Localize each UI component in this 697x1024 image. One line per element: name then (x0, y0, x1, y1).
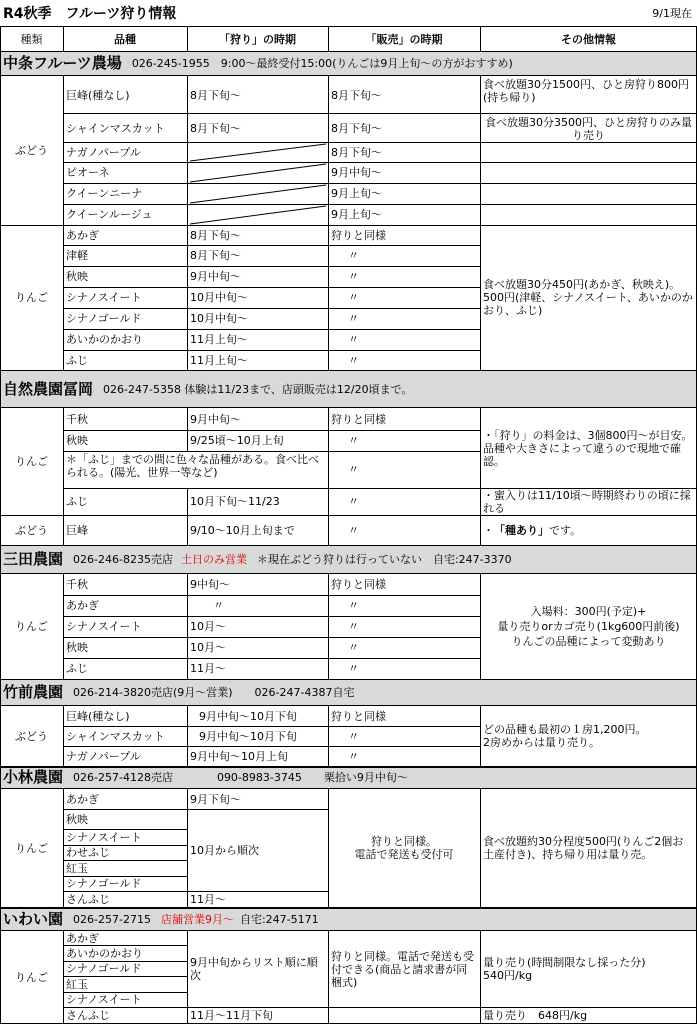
farm-name: 中条フルーツ農場 (3, 54, 122, 72)
variety: ピオーネ (66, 166, 110, 179)
pick-period: 9/25頃～10月上旬 (190, 434, 284, 447)
farm-header (0, 52, 697, 75)
variety: あかぎ (66, 792, 99, 806)
pick-period: 9/10～10月上旬まで (190, 523, 295, 537)
other-info (480, 515, 697, 545)
variety: 千秋 (66, 578, 88, 591)
variety: 秋映 (66, 812, 88, 826)
sale-period: 〃 (348, 599, 359, 612)
note-tail: です。 (549, 523, 582, 537)
header-variety: 品種 (114, 32, 136, 46)
farm-extra-note: 自宅:247-5171 (239, 912, 319, 926)
pick-period: 〃 (213, 599, 224, 612)
other-info: 食べ放題30分3500円、ひと房狩りのみ量り売り (485, 116, 692, 142)
farm-header (0, 371, 697, 407)
variety: さんふじ (66, 892, 110, 906)
farm-name: いわい園 (3, 909, 64, 928)
pick-period: 8月下旬～ (190, 88, 241, 102)
variety: 紅玉 (66, 977, 88, 991)
sale-period: 〃 (348, 270, 359, 283)
variety: シナノゴールド (66, 312, 142, 325)
sale-period: 〃 (348, 620, 359, 633)
header-sale-period: 「販売」の時期 (365, 32, 443, 46)
sale-period: 8月下旬～ (331, 145, 382, 159)
farm-contact: 026-257-4128売店 090-8983-3745 栗拾い9月中旬～ (73, 771, 408, 784)
pick-period: 8月下旬～ (190, 249, 241, 262)
variety: ふじ (66, 495, 88, 508)
variety: あいかのかおり (66, 946, 143, 960)
sale-period: 狩りと同様。電話で発送も受付できる(商品と請求書が同梱式) (331, 949, 474, 989)
fruit-type: ぶどう (15, 523, 48, 537)
pick-period: 8月下旬～ (190, 228, 241, 242)
sale-period: 〃 (348, 291, 359, 304)
pick-period: 9月中旬～ (190, 412, 241, 426)
pick-period: 9月中旬～ (190, 270, 241, 283)
variety: さんふじ (66, 1009, 110, 1022)
sale-period: 〃 (348, 641, 359, 654)
variety: 津軽 (66, 249, 88, 262)
variety: 秋映 (66, 434, 88, 447)
variety: 巨峰(種なし) (66, 709, 130, 723)
sale-period: 〃 (348, 249, 359, 262)
sale-period: 〃 (348, 749, 359, 763)
farm-contact: 026-246-8235売店 (73, 553, 173, 566)
farm-hours-note: 店舗営業9月～ (160, 912, 234, 926)
sale-period: 〃 (348, 434, 359, 447)
pick-period: 9中旬～ (190, 578, 230, 591)
sale-period: 〃 (348, 353, 359, 367)
fruit-type: りんご (15, 841, 48, 855)
farm-header (0, 767, 697, 788)
farm-contact: 026-247-5358 体験は11/23まで、店頭販売は12/20頃まで。 (103, 382, 413, 396)
sale-period: 〃 (348, 662, 359, 675)
fruit-type: ぶどう (15, 729, 48, 743)
sale-period: 8月下旬～ (331, 121, 382, 135)
variety: ふじ (66, 662, 88, 675)
sale-period: 9月上旬～ (331, 208, 382, 221)
pick-period: 11月～ (190, 662, 226, 675)
other-info: ・「狩り」の料金は、3個800円～が目安。品種や大きさによって違うので現地で確認。 (483, 428, 693, 468)
variety: シナノゴールド (66, 877, 142, 890)
sale-period: 狩りと同様 (331, 228, 386, 242)
sale-period: 〃 (348, 523, 359, 537)
variety: あかぎ (66, 931, 99, 945)
other-info: 食べ放題30分450円(あかぎ、秋映え)。500円(津軽、シナノスイート、あいかのかおり、ふじ) (483, 278, 693, 317)
other-info: どの品種も最初の１房1,200円。 2房めからは量り売り。 (483, 723, 647, 749)
pick-period: 11月～11月下旬 (190, 1009, 273, 1022)
pick-period: 11月上旬～ (190, 333, 248, 346)
farm-contact: 026-257-2715 (73, 912, 151, 926)
sale-period: 〃 (348, 333, 359, 346)
sale-period: 〃 (348, 463, 359, 476)
farm-hours-note: 土日のみ営業 (180, 553, 247, 566)
sheet-title: R4秋季 フルーツ狩り情報 (3, 6, 177, 22)
farm-name: 小林農園 (3, 768, 64, 786)
fruit-type: りんご (15, 455, 48, 468)
sale-period: 〃 (348, 495, 359, 508)
farm-header (0, 546, 697, 573)
header-pick-period: 「狩り」の時期 (219, 32, 296, 46)
sale-period: 8月下旬～ (331, 88, 382, 102)
farm-contact: 026-214-3820売店(9月～営業) 026-247-4387自宅 (73, 686, 355, 699)
fruit-type: りんご (15, 620, 48, 633)
variety: シナノスイート (66, 830, 142, 844)
pick-period: 8月下旬～ (190, 121, 241, 135)
variety: ふじ (66, 353, 88, 367)
note-bullet: ・ (483, 523, 494, 537)
variety: ナガノパープル (66, 145, 141, 159)
sale-period: 狩りと同様 (331, 578, 386, 591)
variety: 秋映 (66, 641, 88, 654)
variety: シナノスイート (66, 291, 142, 304)
other-info: 食べ放題約30分程度500円(りんご2個お土産付き)、持ち帰り用は量り売。 (483, 835, 684, 861)
farm-contact: 026-245-1955 9:00～最終受付15:00(りんごは9月上旬～の方がおすすめ) (131, 57, 513, 70)
other-info: 食べ放題30分1500円、ひと房狩り800円(持ち帰り) (483, 78, 689, 104)
variety: クイーンニーナ (66, 187, 143, 200)
other-info: 量り売り 648円/kg (483, 1009, 588, 1022)
pick-period: 10月～ (190, 641, 226, 654)
variety: あいかのかおり (66, 333, 143, 346)
sale-period: 〃 (348, 729, 359, 743)
pick-period: 9月中旬～10月下旬 (199, 729, 297, 743)
pick-period: 10月中旬～ (190, 312, 248, 325)
farm-name: 自然農園冨岡 (3, 379, 94, 398)
variety: シナノスイート (66, 993, 142, 1006)
pick-period: 9月下旬～ (190, 792, 241, 806)
variety: 紅玉 (66, 861, 88, 875)
pick-period: 10月から順次 (190, 843, 259, 857)
as-of-date: 9/1現在 (652, 7, 692, 20)
pick-period: 10月～ (190, 620, 226, 633)
pick-period: 9月中旬からリスト順に順次 (190, 956, 318, 982)
pick-period: 10月下旬～11/23 (190, 495, 280, 508)
sale-period: 9月中旬～ (331, 166, 382, 179)
variety-note: ＊「ふじ」までの間に色々な品種がある。食べ比べられる。(陽光、世界一等など) (66, 453, 319, 479)
sale-period: 狩りと同様。 電話で発送も受付可 (354, 835, 454, 861)
variety: シャインマスカット (66, 729, 165, 743)
header-other-info: その他情報 (561, 32, 616, 46)
sale-period: 狩りと同様 (331, 709, 386, 723)
farm-header (0, 680, 697, 705)
variety: あかぎ (66, 599, 99, 612)
header-type: 種類 (20, 32, 43, 46)
sale-period: 〃 (348, 312, 359, 325)
fruit-type: りんご (15, 971, 48, 984)
fruit-type: りんご (15, 291, 48, 304)
other-info: ・蜜入りは11/10頃～時期終わりの頃に採れる (483, 488, 691, 515)
pick-period: 10月中旬～ (190, 291, 248, 304)
variety: わせふじ (66, 846, 110, 859)
fruit-type: ぶどう (15, 144, 48, 157)
variety: クイーンルージュ (66, 208, 153, 221)
variety: 巨峰 (66, 523, 88, 537)
variety: あかぎ (66, 228, 99, 242)
variety: シナノゴールド (66, 962, 142, 975)
variety: 巨峰(種なし) (66, 88, 130, 102)
sale-period: 狩りと同様 (331, 412, 386, 426)
farm-name: 竹前農園 (3, 683, 64, 701)
other-info: 入場料：300円(予定)+ 量り売りorカゴ売り(1kg600円前後) りんごの品種によって変動あり (497, 605, 680, 648)
variety: 秋映 (66, 270, 88, 283)
variety: シャインマスカット (66, 121, 165, 135)
other-info: 量り売り(時間制限なし採った分) 540円/kg (483, 956, 646, 982)
variety: シナノスイート (66, 620, 142, 633)
farm-name: 三田農園 (3, 550, 64, 568)
variety: 千秋 (66, 412, 88, 426)
note-emphasis: 「種あり」 (494, 523, 549, 537)
pick-period: 11月～ (190, 892, 226, 906)
sale-period: 9月上旬～ (331, 187, 382, 200)
farm-extra-note: ＊現在ぶどう狩りは行っていない 自宅:247-3370 (256, 553, 512, 566)
pick-period: 9月中旬～10月上旬 (190, 749, 288, 763)
farm-header (0, 908, 697, 930)
pick-period: 11月上旬～ (190, 353, 248, 367)
variety: ナガノパープル (66, 749, 141, 763)
pick-period: 9月中旬～10月下旬 (199, 709, 297, 723)
